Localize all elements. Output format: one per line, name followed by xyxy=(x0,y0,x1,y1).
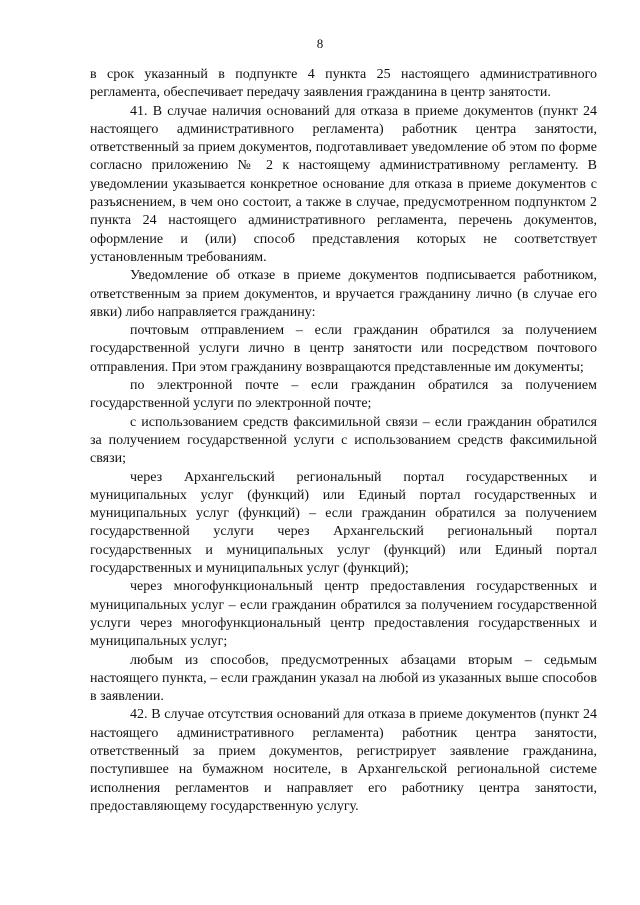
paragraph-mfc: через многофункциональный центр предоставления государственных и муниципальных услуг – если гражданин обратился за получением государственной услуги через многофункциональный центр предоставления государственных и муниципальных услуг; xyxy=(90,579,597,650)
paragraph-item-41: 41. В случае наличия оснований для отказа в приеме документов (пункт 24 настоящего административного регламента) работник центра занятости, ответственный за прием документов, подготавливает уведомление об этом по форме согласно приложению № 2 к настоящему административному регламенту. В уведомлении указывается конкретное основание для отказа в приеме документов с разъяснением, в чем оно состоит, а также в случае, предусмотренном подпунктом 2 пункта 24 настоящего административного регламента, перечень документов, оформление и (или) способ представления которых не соответствует установленным требованиям. xyxy=(90,103,597,265)
page-number: 8 xyxy=(316,36,324,51)
paragraph-notification: Уведомление об отказе в приеме документов подписывается работником, ответственным за прием документов, и вручается гражданину лично (в случае его явки) либо направляется гражданину: xyxy=(90,268,597,320)
paragraph-portal: через Архангельский региональный портал государственных и муниципальных услуг (функций) или Единый портал государственных и муниципальных услуг (функций) – если гражданин обратился за получением государственной услуги через Архангельский региональный портал государственных и муниципальных услуг (функций) или Единый портал государственных и муниципальных услуг (функций); xyxy=(90,469,597,577)
paragraph-postal: почтовым отправлением – если гражданин обратился за получением государственной услуги лично в центр занятости или посредством почтового отправления. При этом гражданину возвращаются представленные им документы; xyxy=(90,323,597,375)
paragraph-item-42: 42. В случае отсутствия оснований для отказа в приеме документов (пункт 24 настоящего административного регламента) работник центра занятости, ответственный за прием документов, регистрирует заявление гражданина, поступившее на бумажном носителе, в Архангельской региональной системе исполнения регламентов и направляет его работнику центра занятости, предоставляющему государственную услугу. xyxy=(90,707,597,814)
paragraph-email: по электронной почте – если гражданин обратился за получением государственной услуги по электронной почте; xyxy=(90,378,597,412)
paragraph-any-method: любым из способов, предусмотренных абзацами вторым – седьмым настоящего пункта, – если гражданин указал на любой из указанных выше способов в заявлении. xyxy=(90,652,597,705)
paragraph-continuation: в срок указанный в подпункте 4 пункта 25 настоящего административного регламента, обеспечивает передачу заявления гражданина в центр занятости. xyxy=(90,67,597,101)
document-body xyxy=(90,66,597,816)
paragraph-fax: с использованием средств факсимильной связи – если гражданин обратился за получением государственной услуги с использованием средств факсимильной связи; xyxy=(90,414,597,467)
